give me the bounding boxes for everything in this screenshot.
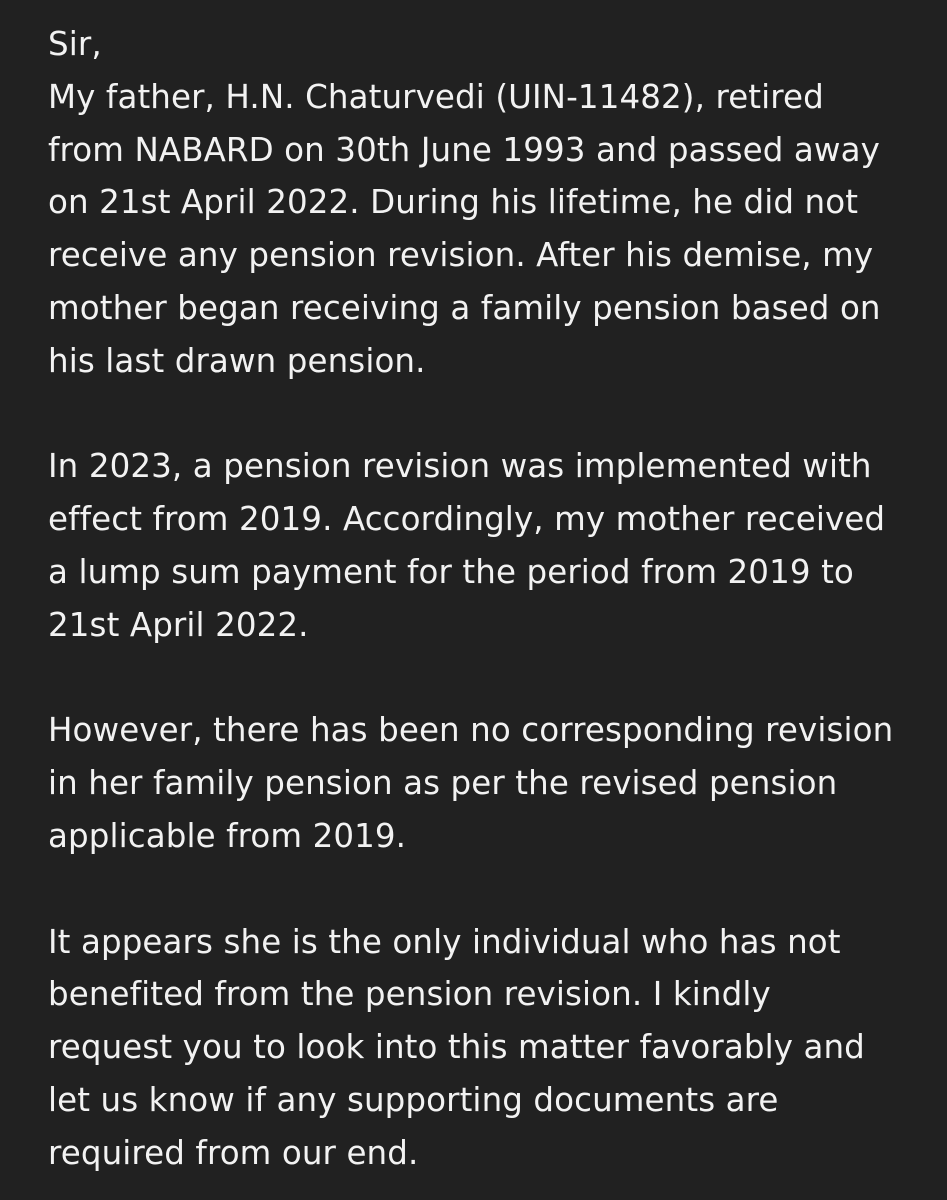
paragraph-request [48,916,928,1180]
salutation: Sir, [48,25,102,63]
paragraph-line: mother began receiving a family pension based on [48,288,881,327]
paragraph-line: It appears she is the only individual who has not [48,922,841,961]
paragraph-line: in her family pension as per the revised pension [48,764,838,803]
paragraph-line: from NABARD on 30th June 1993 and passed away [48,130,880,169]
paragraph-line: request you to look into this matter favorably and [48,1028,865,1067]
message-body [48,18,928,1180]
paragraph-revision-2023 [48,440,928,651]
paragraph-line: required from our end. [48,1133,419,1172]
paragraph-line: 21st April 2022. [48,605,309,644]
paragraph-line: on 21st April 2022. During his lifetime, he did not [48,183,859,222]
paragraph-line: effect from 2019. Accordingly, my mother received [48,500,886,539]
paragraph-line: a lump sum payment for the period from 2019 to [48,552,854,591]
paragraph-line: receive any pension revision. After his demise, my [48,236,874,275]
paragraph-line: his last drawn pension. [48,341,426,380]
paragraph-line: However, there has been no corresponding revision [48,711,894,750]
paragraph-line: benefited from the pension revision. I kindly [48,975,771,1014]
paragraph-line: let us know if any supporting documents are [48,1080,779,1119]
paragraph-line: applicable from 2019. [48,816,407,855]
salutation-paragraph [48,18,928,388]
paragraph-line: In 2023, a pension revision was implemented with [48,447,872,486]
paragraph-line: My father, H.N. Chaturvedi (UIN-11482), retired [48,77,824,116]
paragraph-no-revision [48,704,928,862]
